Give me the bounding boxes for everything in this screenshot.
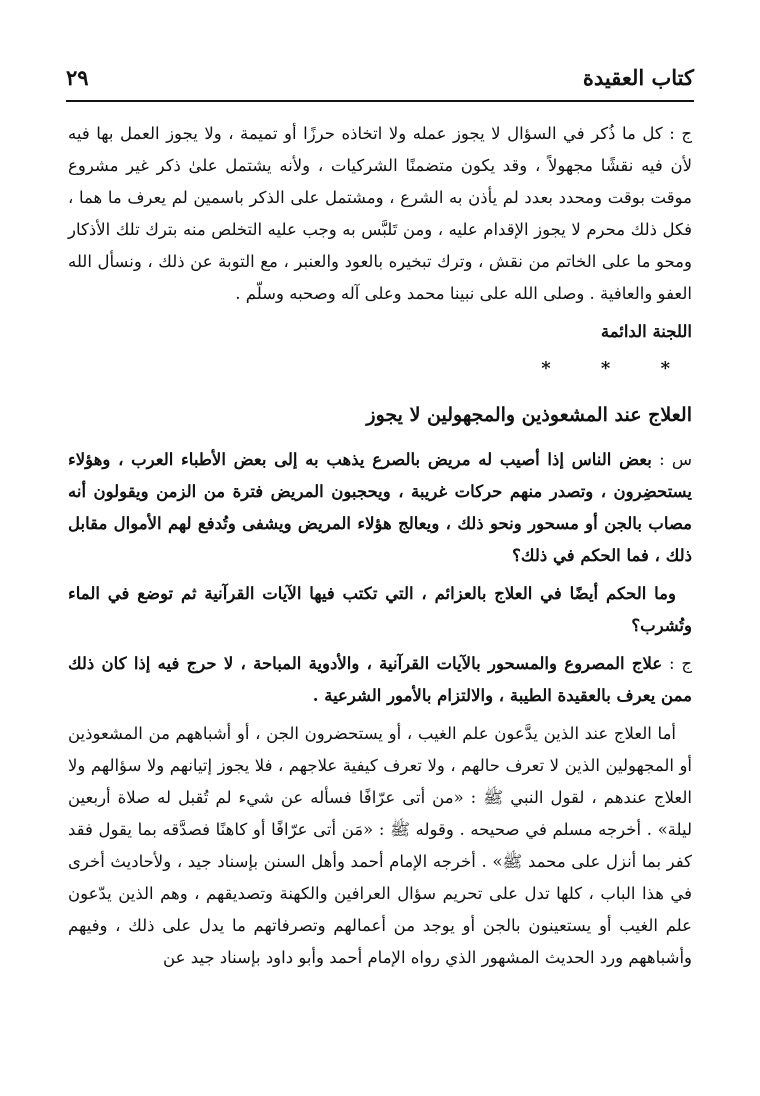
committee-signature: اللجنة الدائمة <box>600 322 692 341</box>
book-title: كتاب العقيدة <box>582 65 694 90</box>
page-number: ٢٩ <box>66 65 89 90</box>
answer-label: ج : <box>669 124 692 143</box>
answer-text: كل ما ذُكر في السؤال لا يجوز عمله ولا اتخاذه حرزًا أو تميمة ، ولا يجوز العمل بها فيه لأن فيه نقشًا مجهولاً ، وقد يكون متضمنًا الشركيات ، ولأنه يشتمل علىٰ ذكر غير مشروع موقت بوقت ومحدد بعدد لم يأذن به الشرع ، ومشتمل على الذكر باسمين لم يعرف ما هما ، فكل ذلك محرم لا يجوز الإقدام عليه ، ومن تَلبَّس به وجب عليه التخلص منه بترك تلك الأذكار ومحو ما على الخاتم من نقش ، وترك تبخيره بالعود والعنبر ، مع التوبة عن ذلك ، ونسأل الله العفو والعافية . وصلى الله على نبينا محمد وعلى آله وصحبه وسلّم . <box>68 124 692 303</box>
section-separator: * * * <box>541 358 692 379</box>
answer-text-2: علاج المصروع والمسحور بالآيات القرآنية ، والأدوية المباحة ، لا حرج فيه إذا كان ذلك ممن يعرف بالعقيدة الطيبة ، والالتزام بالأمور الشرعية . <box>68 654 692 705</box>
section-title: العلاج عند المشعوذين والمجهولين لا يجوز <box>366 404 692 426</box>
page-body <box>68 118 692 980</box>
page-header <box>66 60 694 96</box>
header-divider <box>66 100 694 102</box>
question-label: س : <box>659 450 692 469</box>
body-paragraph-3: أما العلاج عند الذين يدَّعون علم الغيب ، أو يستحضرون الجن ، أو أشباههم من المشعوذين أو المجهولين الذين لا تعرف حالهم ، ولا تعرف كيفية علاجهم ، فلا يجوز إتيانهم ولا سؤالهم ولا العلاج عندهم ، لقول النبي ﷺ : «من أتى عرّافًا فسأله عن شيء لم تُقبل له صلاة أربعين ليلة» . أخرجه مسلم في صحيحه . وقوله ﷺ : «مَن أتى عرّافًا أو كاهنًا فصدَّقه بما يقول فقد كفر بما أنزل على محمد ﷺ» . أخرجه الإمام أحمد وأهل السنن بإسناد جيد ، ولأحاديث أخرى في هذا الباب ، كلها تدل على تحريم سؤال العرافين والكهنة وتصديقهم ، وهم الذين يدّعون علم الغيب أو يستعينون بالجن أو يوجد من أعمالهم وتصرفاتهم ما يدل على ذلك ، وفيهم وأشباههم ورد الحديث المشهور الذي رواه الإمام أحمد وأبو داود بإسناد جيد عن <box>68 724 692 967</box>
question-paragraph <box>68 444 692 572</box>
answer-label-2: ج : <box>669 654 692 673</box>
answer-paragraph-1 <box>68 118 692 310</box>
question-text: بعض الناس إذا أصيب له مريض بالصرع يذهب به إلى بعض الأطباء العرب ، وهؤلاء يستحضِرون ، وتصدر منهم حركات غريبة ، ويحجبون المريض فترة من الزمن ويقولون أنه مصاب بالجن أو مسحور ونحو ذلك ، ويعالج هؤلاء المريض ويشفى وتُدفع لهم الأموال مقابل ذلك ، فما الحكم في ذلك؟ <box>68 450 692 565</box>
question-paragraph-2: وما الحكم أيضًا في العلاج بالعزائم ، التي تكتب فيها الآيات القرآنية ثم توضع في الماء وتُشرب؟ <box>68 584 692 635</box>
answer-paragraph-2 <box>68 648 692 712</box>
